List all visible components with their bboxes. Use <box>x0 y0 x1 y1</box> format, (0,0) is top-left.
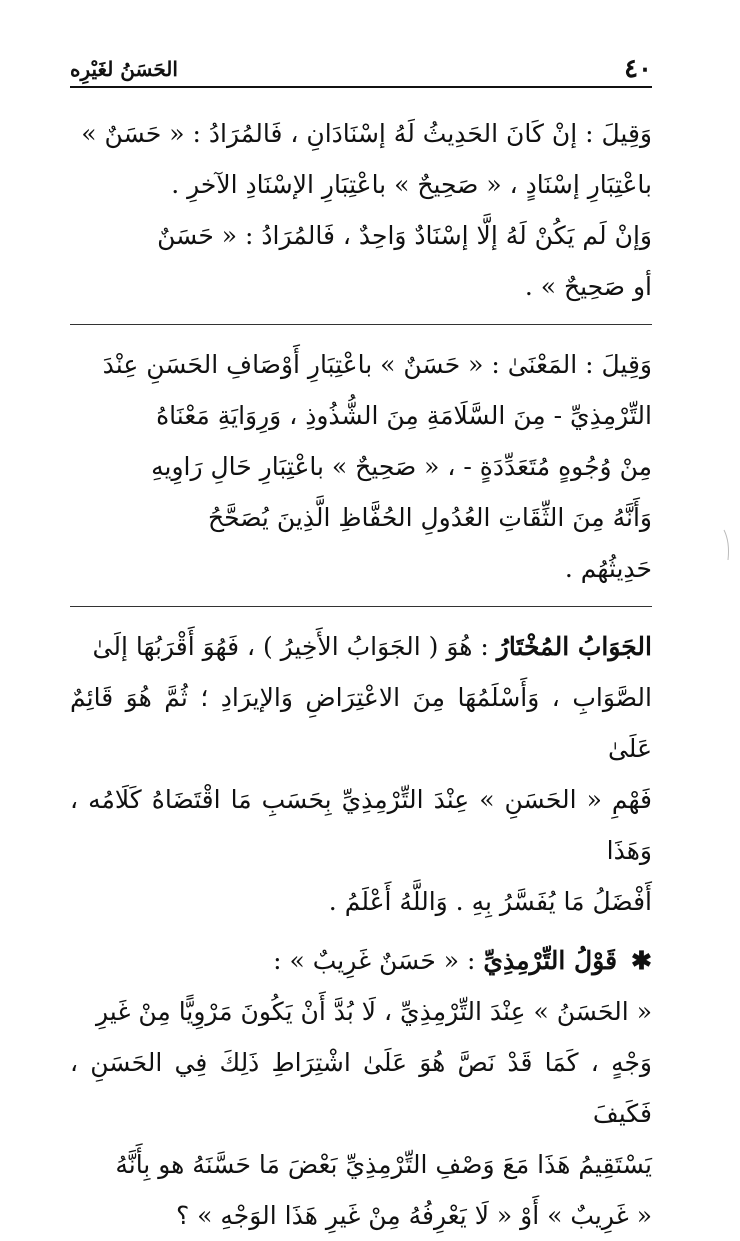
text-line: أَفْضَلُ مَا يُفَسَّرُ بِهِ . وَاللَّهُ أَعْلَمُ . <box>328 887 652 916</box>
text-line: الصَّوَابِ ، وَأَسْلَمُهَا مِنَ الاعْتِرَاضِ وَالإيرَادِ ؛ ثُمَّ هُوَ قَائِمٌ عَلَىٰ <box>70 683 652 763</box>
text-line: « الحَسَنُ » عِنْدَ التِّرْمِذِيِّ ، لَا بُدَّ أَنْ يَكُونَ مَرْوِيًّا مِنْ غَيرِ <box>96 997 652 1026</box>
text-line: فَهْمِ « الحَسَنِ » عِنْدَ التِّرْمِذِيِّ بِحَسَبِ مَا اقْتَضَاهُ كَلَامُه ، وَهَذَا <box>70 785 652 865</box>
text-line: وَإنْ لَم يَكُنْ لَهُ إلَّا إسْنَادٌ وَاحِدٌ ، فَالمُرَادُ : « حَسَنٌ <box>157 221 652 250</box>
spacer <box>70 927 652 935</box>
text-line: مِنْ وُجُوهٍ مُتَعَدِّدَةٍ - ، « صَحِيحٌ » باعْتِبَارِ حَالِ رَاوِيهِ <box>151 452 652 481</box>
running-title: الحَسَنُ لغَيْرِه <box>70 57 178 81</box>
paragraph-4 <box>70 986 652 1241</box>
asterisk-icon: ✱ <box>631 946 652 975</box>
text-line: أو صَحِيحٌ » . <box>524 272 652 301</box>
page-header <box>70 52 652 88</box>
text-line: باعْتِبَارِ إسْنَادٍ ، « صَحِيحٌ » باعْتِبَارِ الإسْنَادِ الآخرِ . <box>171 170 652 199</box>
paragraph-3 <box>70 621 652 927</box>
page-body <box>70 108 652 1241</box>
text-line: وَقِيلَ : إنْ كَانَ الحَدِيثُ لَهُ إسْنَادَانِ ، فَالمُرَادُ : « حَسَنٌ » <box>81 119 652 148</box>
paragraph-divider <box>70 324 652 325</box>
paragraph-divider <box>70 606 652 607</box>
text-line: وَجْهٍ ، كَمَا قَدْ نَصَّ هُوَ عَلَىٰ اشْتِرَاطِ ذَلِكَ فِي الحَسَنِ ، فَكَيفَ <box>70 1048 652 1128</box>
section-heading-rest: : « حَسَنٌ غَرِيبٌ » : <box>273 946 476 975</box>
text-line: : هُوَ ( الجَوَابُ الأَخِيرُ ) ، فَهُوَ أَقْرَبُهَا إلَىٰ <box>92 632 489 661</box>
text-line: التِّرْمِذِيِّ - مِنَ السَّلَامَةِ مِنَ الشُّذُوذِ ، وَرِوَايَةِ مَعْنَاهُ <box>156 401 652 430</box>
text-line: « غَرِيبٌ » أَوْ « لَا يَعْرِفُهُ مِنْ غَيرِ هَذَا الوَجْهِ » ؟ <box>175 1201 652 1230</box>
section-heading-lead: قَوْلُ التِّرْمِذِيِّ <box>483 946 618 975</box>
paragraph-2 <box>70 339 652 594</box>
scan-mark <box>722 528 736 562</box>
section-heading <box>70 935 652 986</box>
text-line: يَسْتَقِيمُ هَذَا مَعَ وَصْفِ التِّرْمِذِيِّ بَعْضَ مَا حَسَّنَهُ هو بِأَنَّهُ <box>115 1150 652 1179</box>
page-number: ٤٠ <box>624 54 652 84</box>
paragraph-1 <box>70 108 652 312</box>
text-line: وَأَنَّهُ مِنَ الثِّقَاتِ العُدُولِ الحُفَّاظِ الَّذِينَ يُصَحَّحُ <box>207 503 652 532</box>
answer-lead: الجَوَابُ المُخْتَارُ <box>496 632 652 661</box>
text-line: حَدِيثُهُم . <box>564 554 652 583</box>
text-line: وَقِيلَ : المَعْنَىٰ : « حَسَنٌ » باعْتِبَارِ أَوْصَافِ الحَسَنِ عِنْدَ <box>102 350 652 379</box>
